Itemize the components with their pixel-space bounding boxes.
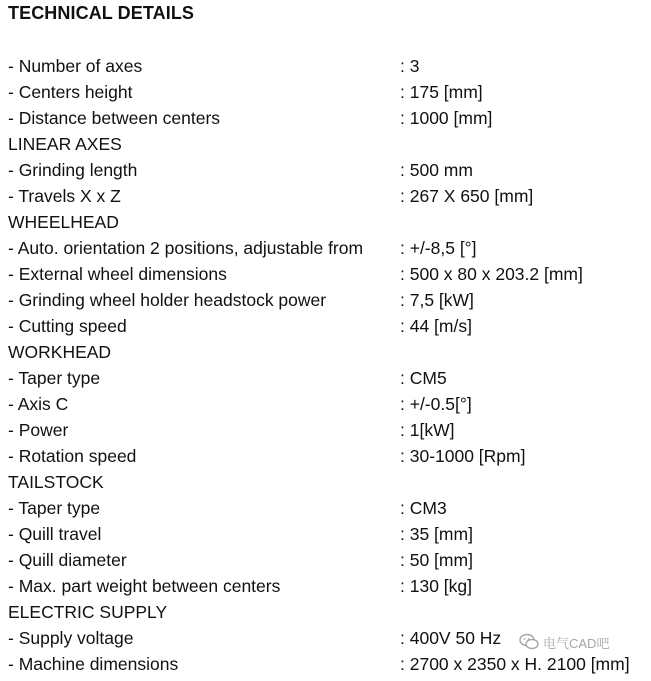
spec-label: - Supply voltage	[8, 628, 134, 648]
spec-value: : 2700 x 2350 x H. 2100 [mm]	[400, 654, 630, 674]
spec-row	[8, 79, 648, 105]
spec-row	[8, 365, 648, 391]
spec-row	[8, 391, 648, 417]
spec-row	[8, 261, 648, 287]
spec-label: - Quill travel	[8, 524, 102, 544]
section-heading-label: TAILSTOCK	[8, 472, 104, 492]
spec-row	[8, 443, 648, 469]
section-heading-label: WORKHEAD	[8, 342, 112, 362]
spec-label: - Auto. orientation 2 positions, adjustable from	[8, 238, 364, 258]
spec-row	[8, 495, 648, 521]
spec-row	[8, 547, 648, 573]
chat-bubble-icon	[519, 633, 539, 651]
spec-value: : 50 [mm]	[400, 550, 473, 570]
spec-label: - Travels X x Z	[8, 186, 121, 206]
spec-row	[8, 157, 648, 183]
spec-row	[8, 287, 648, 313]
watermark	[519, 631, 609, 653]
spec-label: - Distance between centers	[8, 108, 221, 128]
spec-row	[8, 521, 648, 547]
spec-label: - Max. part weight between centers	[8, 576, 281, 596]
spec-value: : 400V 50 Hz	[400, 628, 502, 648]
spec-row	[8, 53, 648, 79]
spec-value: : +/-0.5[°]	[400, 394, 472, 414]
spec-label: - Rotation speed	[8, 446, 137, 466]
spec-row	[8, 651, 648, 677]
spec-label: - Number of axes	[8, 56, 143, 76]
spec-row	[8, 235, 648, 261]
section-heading-label: LINEAR AXES	[8, 134, 122, 154]
spec-value: : CM3	[400, 498, 447, 518]
section-heading	[8, 131, 648, 157]
section-heading	[8, 209, 648, 235]
section-heading	[8, 339, 648, 365]
spec-label: - Centers height	[8, 82, 133, 102]
section-heading-label: WHEELHEAD	[8, 212, 119, 232]
spec-label: - Taper type	[8, 368, 101, 388]
section-heading	[8, 599, 648, 625]
spec-value: : 7,5 [kW]	[400, 290, 474, 310]
spec-row	[8, 183, 648, 209]
spec-value: : 130 [kg]	[400, 576, 472, 596]
spec-label: - Cutting speed	[8, 316, 127, 336]
spec-label: - Power	[8, 420, 69, 440]
spec-value: : 267 X 650 [mm]	[400, 186, 534, 206]
spec-row	[8, 313, 648, 339]
spec-value: : 500 mm	[400, 160, 473, 180]
spec-value: : 3	[400, 56, 420, 76]
spec-value: : 500 x 80 x 203.2 [mm]	[400, 264, 583, 284]
spec-label: - Quill diameter	[8, 550, 127, 570]
spec-label: - Grinding length	[8, 160, 138, 180]
spec-value: : 30-1000 [Rpm]	[400, 446, 526, 466]
spec-value: : 44 [m/s]	[400, 316, 472, 336]
watermark-text: 电气CAD吧	[543, 635, 610, 651]
spec-label: - Machine dimensions	[8, 654, 179, 674]
spec-label: - External wheel dimensions	[8, 264, 227, 284]
section-heading	[8, 469, 648, 495]
section-heading-label: ELECTRIC SUPPLY	[8, 602, 168, 622]
page-title: TECHNICAL DETAILS	[8, 3, 195, 23]
spec-row	[8, 573, 648, 599]
spec-value: : 1000 [mm]	[400, 108, 493, 128]
spec-list	[8, 53, 648, 677]
spec-label: - Grinding wheel holder headstock power	[8, 290, 327, 310]
spec-row	[8, 417, 648, 443]
spec-value: : +/-8,5 [°]	[400, 238, 477, 258]
spec-label: - Taper type	[8, 498, 101, 518]
spec-value: : 1[kW]	[400, 420, 455, 440]
spec-value: : 175 [mm]	[400, 82, 483, 102]
spec-value: : CM5	[400, 368, 447, 388]
spec-row	[8, 105, 648, 131]
spec-label: - Axis C	[8, 394, 69, 414]
spec-value: : 35 [mm]	[400, 524, 473, 544]
